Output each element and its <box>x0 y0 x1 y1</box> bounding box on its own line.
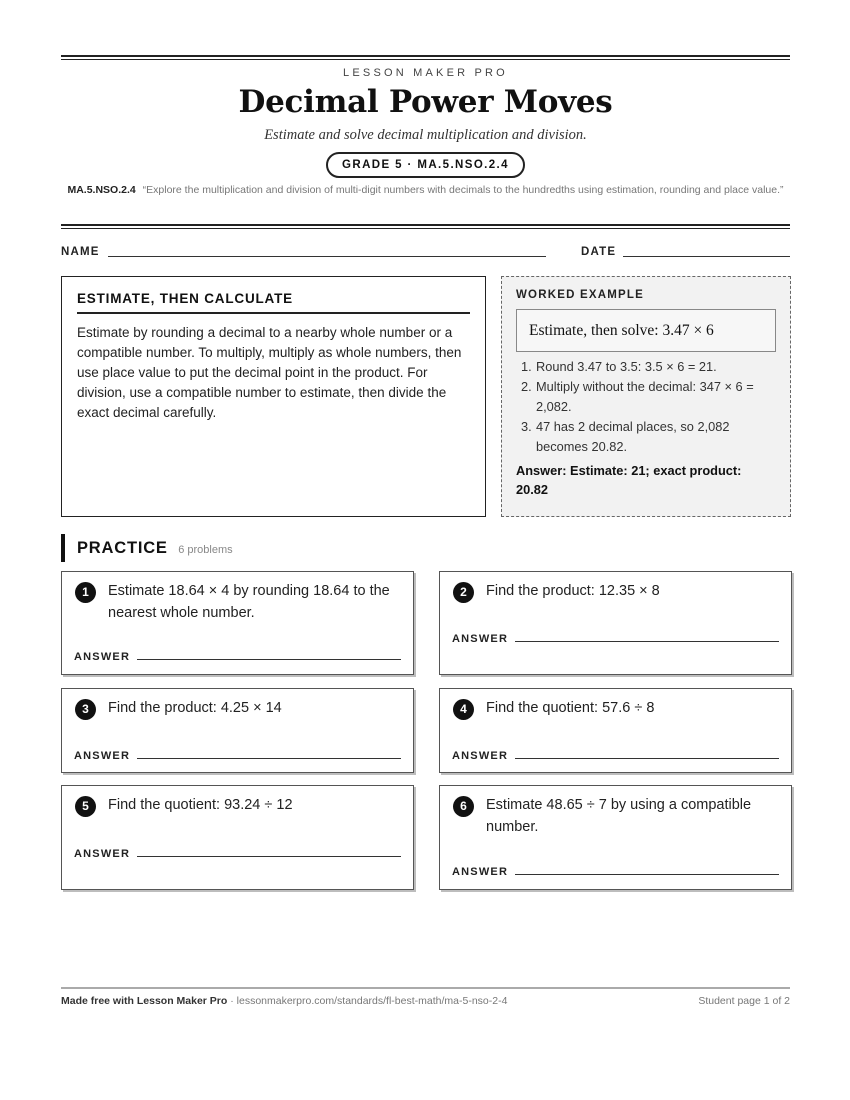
estimate-box-heading: ESTIMATE, THEN CALCULATE <box>77 291 470 314</box>
step-text: Multiply without the decimal: 347 × 6 = 2,082. <box>536 379 754 414</box>
answer-label: ANSWER <box>74 651 131 663</box>
grade-badge: GRADE 5 · MA.5.NSO.2.4 <box>326 152 525 178</box>
problem-card <box>439 571 792 675</box>
problem-card <box>439 688 792 773</box>
worked-example-prompt: Estimate, then solve: 3.47 × 6 <box>516 309 776 352</box>
estimate-box-body: Estimate by rounding a decimal to a nearby whole number or a compatible number. To multiply, multiply as whole numbers, then use place value to put the decimal point in the product. For division, use a compatible number to estimate, then divide the exact decimal carefully. <box>77 325 462 420</box>
practice-heading-block <box>61 534 233 562</box>
footer-page-number: Student page 1 of 2 <box>698 995 790 1007</box>
problem-card <box>439 785 792 890</box>
name-date-row <box>61 245 790 261</box>
page-title: Decimal Power Moves <box>238 84 613 120</box>
name-field[interactable] <box>108 256 546 257</box>
problem-text: Find the quotient: 93.24 ÷ 12 <box>108 797 293 813</box>
date-field[interactable] <box>623 256 790 257</box>
page-subtitle: Estimate and solve decimal multiplication and division. <box>264 127 587 143</box>
problem-number-badge: 2 <box>453 582 474 603</box>
problem-card <box>61 688 414 773</box>
worked-example-step <box>516 417 776 457</box>
problem-text: Find the product: 4.25 × 14 <box>108 700 282 716</box>
standard-code: MA.5.NSO.2.4 <box>67 184 136 196</box>
top-double-rule <box>61 55 790 60</box>
brand-label: LESSON MAKER PRO <box>343 67 508 79</box>
answer-field[interactable] <box>137 659 401 660</box>
problem-card <box>61 785 414 890</box>
date-label: DATE <box>581 246 617 258</box>
answer-field[interactable] <box>515 641 779 642</box>
answer-label: ANSWER <box>74 848 131 860</box>
answer-field[interactable] <box>515 758 779 759</box>
footer-separator: · <box>227 995 237 1007</box>
standard-text: “Explore the multiplication and division of multi-digit numbers with decimals to the hundredths using estimation, rounding and place value.” <box>142 184 784 196</box>
problem-number-badge: 4 <box>453 699 474 720</box>
footer-made-with: Made free with Lesson Maker Pro <box>61 995 228 1007</box>
problem-number-badge: 5 <box>75 796 96 817</box>
worked-example-steps <box>516 357 776 457</box>
footer-url[interactable]: lessonmakerpro.com/standards/fl-best-math/ma-5-nso-2-4 <box>236 995 508 1007</box>
answer-label: ANSWER <box>452 750 509 762</box>
step-text: Round 3.47 to 3.5: 3.5 × 6 = 21. <box>536 359 717 374</box>
header-bottom-double-rule <box>61 224 790 229</box>
answer-field[interactable] <box>515 874 779 875</box>
estimate-calculate-box <box>61 276 486 517</box>
worked-example-answer: Answer: Estimate: 21; exact product: 20.82 <box>516 463 742 497</box>
step-number: 3. <box>521 419 532 434</box>
answer-label: ANSWER <box>74 750 131 762</box>
problem-text: Estimate 18.64 × 4 by rounding 18.64 to the nearest whole number. <box>108 583 390 621</box>
problem-text: Find the product: 12.35 × 8 <box>486 583 660 599</box>
answer-label: ANSWER <box>452 866 509 878</box>
worksheet-page <box>61 0 790 1100</box>
footer-credit <box>61 995 507 1007</box>
answer-field[interactable] <box>137 856 401 857</box>
problem-text: Estimate 48.65 ÷ 7 by using a compatible number. <box>486 797 752 835</box>
problem-number-badge: 1 <box>75 582 96 603</box>
worked-example-heading: WORKED EXAMPLE <box>516 289 644 301</box>
step-number: 1. <box>521 359 532 374</box>
name-label: NAME <box>61 246 100 258</box>
worked-example-step <box>516 357 776 377</box>
practice-count: 6 problems <box>178 544 233 556</box>
worked-example-box <box>501 276 791 517</box>
worked-example-step <box>516 377 776 417</box>
grade-badge-row <box>61 152 790 178</box>
standard-description <box>61 182 790 198</box>
answer-field[interactable] <box>137 758 401 759</box>
step-number: 2. <box>521 379 532 394</box>
practice-heading: PRACTICE <box>77 539 168 557</box>
answer-label: ANSWER <box>452 633 509 645</box>
footer-rule <box>61 987 790 989</box>
problem-card <box>61 571 414 675</box>
problem-number-badge: 6 <box>453 796 474 817</box>
problem-number-badge: 3 <box>75 699 96 720</box>
step-text: 47 has 2 decimal places, so 2,082 becomes 20.82. <box>536 419 730 454</box>
problem-text: Find the quotient: 57.6 ÷ 8 <box>486 700 655 716</box>
